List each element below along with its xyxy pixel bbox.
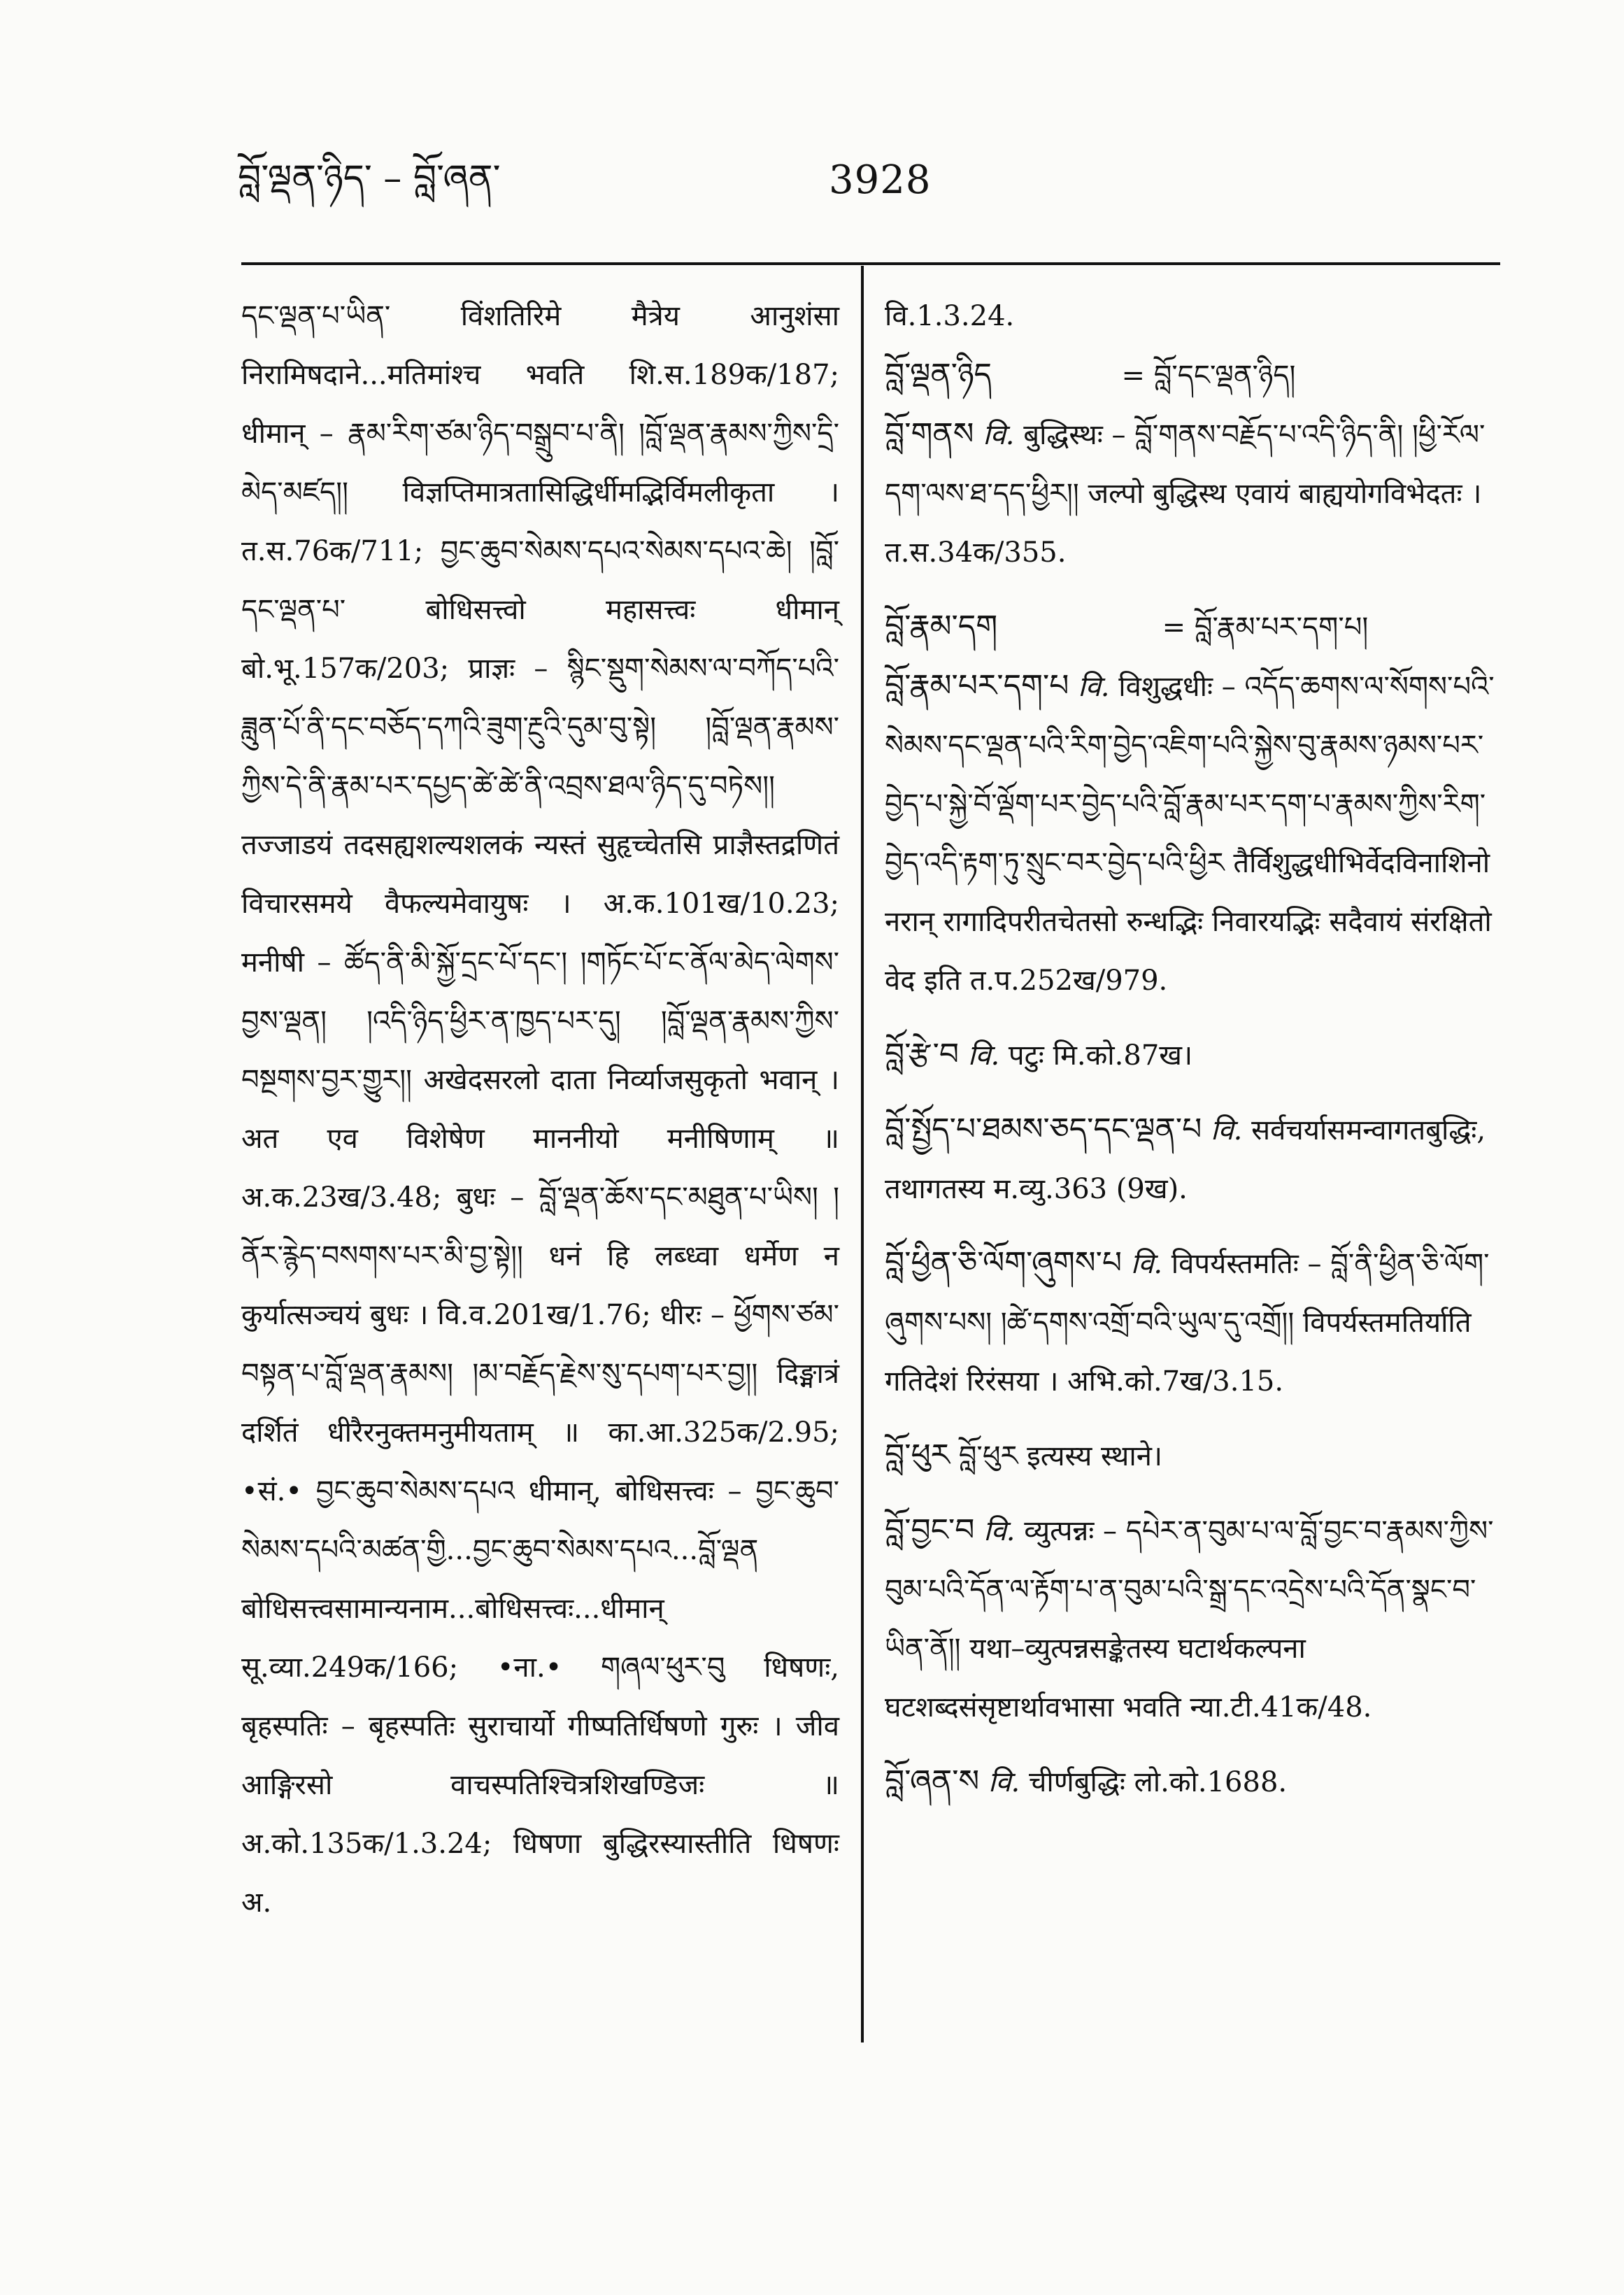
entry-text: विपर्यस्तमतिः – བློ་ནི་ཕྱིན་ཅི་ལོག་ཞུགས་པས། །ཚེ་དགས་འགྲོ་བའི་ཡུལ་དུ་འགྲོ།། विपर्यस्तमतिर्याति गतिदेशं रिरंसया । अभि.को.7ख/3.15. [885, 1248, 1490, 1398]
entry-headword: བློ་ཞན་ས [885, 1763, 980, 1799]
entry-text: = བློ་དང་ལྡན་ཉིད། [1121, 360, 1296, 392]
entry-headword: བློ་གནས [885, 416, 974, 452]
entry-pos-tag: वि. [967, 1039, 1000, 1072]
entry-headword: བློ་རྣམ་དག [885, 609, 998, 644]
dictionary-entry [885, 405, 1500, 582]
dictionary-entry [885, 657, 1500, 1010]
entry-headword: བློ་བྱང་བ [885, 1512, 975, 1548]
entry-text: बुद्धिस्थः – བློ་གནས་བརྗོད་པ་འདི་ཉིད་ནི། །ཕྱི་རོལ་དག་ལས་ཐ་དད་ཕྱིར།། जल्पो बुद्धिस्थ एवायं बाह्ययोगविभेदतः । त.स.34क/355. [885, 419, 1486, 569]
left-column [241, 287, 839, 1932]
entry-headword: བློ་ཕུར [885, 1437, 950, 1473]
entry-text: विशुद्धधीः – འདོད་ཆགས་ལ་སོགས་པའི་སེམས་དང་ལྡན་པའི་རིག་བྱེད་འཇིག་པའི་སྐྱེས་བུ་རྣམས་ཉམས་པར་བྱེད་པ་སྐྱེ་བོ་ལྡོག་པར་བྱེད་པའི་བློ་རྣམ་པར་དག་པ་རྣམས་ཀྱིས་རིག་བྱེད་འདི་རྟག་ཏུ་སྲུང་བར་བྱེད་པའི་ཕྱིར तैर्विशुद्धधीभिर्वेदविनाशिनो नरान् रागादिपरीतचेतसो रुन्धद्भिः निवारयद्भिः सदैवायं संरक्षितो वेद इति त.प.252ख/979. [885, 671, 1495, 997]
page-header [0, 0, 1624, 252]
entry-pos-tag: वि. [1211, 1114, 1243, 1146]
dictionary-entry [885, 287, 1500, 346]
entry-text: व्युत्पन्नः – དཔེར་ན་བུམ་པ་ལ་བློ་བྱང་བ་རྣམས་ཀྱིས་བུམ་པའི་དོན་ལ་རྟོག་པ་ན་བུམ་པའི་སྒྲ་དང་འདྲེས་པའི་དོན་སྣང་བ་ཡིན་ནོ།། यथा–व्युत्पन्नसङ्केतस्य घटार्थकल्पना घटशब्दसंसृष्टार्थावभासा भवति न्या.टी.41क/48. [885, 1515, 1494, 1724]
entry-pos-tag: वि. [983, 419, 1015, 451]
dictionary-entry [885, 1501, 1500, 1737]
running-head: བློ་ལྡན་ཉིད་ – བློ་ཞན་ [238, 157, 501, 199]
entry-headword: བློ་ལྡན་ཉིད [885, 357, 992, 392]
column-divider [861, 266, 864, 2042]
entry-text: सर्वचर्यासमन्वागतबुद्धिः, तथागतस्य म.व्यु.363 (9ख). [885, 1114, 1486, 1205]
left-column-text: དང་ལྡན་པ་ཡིན་ विंशतिरिमे मैत्रेय आनुशंसा निरामिषदाने...मतिमांश्च भवति शि.स.189क/187; धीमान् – རྣམ་རིག་ཙམ་ཉིད་བསྒྲུབ་པ་ནི། །བློ་ལྡན་རྣམས་ཀྱིས་དྲི་མེད་མཛད།། विज्ञप्तिमात्रतासिद्धिर्धीमद्भिर्विमलीकृता । त.स.76क/711; བྱང་ཆུབ་སེམས་དཔའ་སེམས་དཔའ་ཆེ། །བློ་དང་ལྡན་པ་ बोधिसत्त्वो महासत्त्वः धीमान् बो.भू.157क/203; प्राज्ञः – སྙིང་སྡུག་སེམས་ལ་བཀོད་པའི་ཟླུན་པོ་ནི་དང་བཅོད་དཀའི་ཟུག་རྔུའི་དུམ་བུ་སྟེ། །བློ་ལྡན་རྣམས་ཀྱིས་དེ་ནི་རྣམ་པར་དཔྱད་ཚེ་ཚེ་ནི་འབྲས་ཐལ་ཉིད་དུ་བཏེས།། तज्जाडयं तदसह्यशल्यशलकं न्यस्तं सुहृच्चेतसि प्राज्ञैस्तद्रणितं विचारसमये वैफल्यमेवायुषः । अ.क.101ख/10.23; मनीषी – ཚོད་ནི་མི་སྐྱོ་དྲང་པོ་དང་། །གཏོང་པོ་ང་ནོལ་མེད་ལེགས་བྱས་ལྡན། །འདི་ཉིད་ཕྱིར་ན་ཁྱད་པར་དུ། །བློ་ལྡན་རྣམས་ཀྱིས་བསྔགས་བྱར་གྱུར།། अखेदसरलो दाता निर्व्याजसुकृतो भवान् । अत एव विशेषेण माननीयो मनीषिणाम् ॥ अ.क.23ख/3.48; बुधः – བློ་ལྡན་ཆོས་དང་མཐུན་པ་ཡིས། །ནོར་རྙེད་བསགས་པར་མི་བྱ་སྟེ།། धनं हि लब्ध्वा धर्मेण न कुर्यात्सञ्चयं बुधः । वि.व.201ख/1.76; धीरः – ཕྱོགས་ཙམ་བསྟན་པ་བློ་ལྡན་རྣམས། །མ་བརྗོད་རྗེས་སུ་དཔག་པར་བྱ།། दिङ्मात्रं दर्शितं धीरैरनुक्तमनुमीयताम् ॥ का.आ.325क/2.95; •सं.• བྱང་ཆུབ་སེམས་དཔའ धीमान्, बोधिसत्त्वः – བྱང་ཆུབ་སེམས་དཔའི་མཚན་གྱི...བྱང་ཆུབ་སེམས་དཔའ...བློ་ལྡན बोधिसत्त्वसामान्यनाम...बोधिसत्त्वः...धीमान् सू.व्या.249क/166; •ना.• གཞལ་ཕུར་བུ धिषणः, बृहस्पतिः – बृहस्पतिः सुराचार्यो गीष्पतिर्धिषणो गुरुः । जीव आङ्गिरसो वाचस्पतिश्चित्रशिखण्डिजः ॥ अ.को.135क/1.3.24; धिषणा बुद्धिरस्यास्तीति धिषणः अ. [241, 300, 839, 1919]
entry-pos-tag: वि. [1078, 671, 1110, 703]
dictionary-entry [885, 1025, 1500, 1085]
entry-headword: བློ་ཕྱིན་ཅི་ལོག་ཞུགས་པ [885, 1245, 1123, 1281]
entry-headword: བློ་སྤྱོད་པ་ཐམས་ཅད་དང་ལྡན་པ [885, 1111, 1202, 1147]
entry-pos-tag: वि. [1130, 1248, 1163, 1280]
dictionary-entry [885, 346, 1500, 405]
entry-text: चीर्णबुद्धिः लो.को.1688. [1028, 1766, 1288, 1798]
right-column [885, 287, 1500, 1812]
dictionary-entry [885, 1752, 1500, 1812]
entry-text: वि.1.3.24. [885, 300, 1015, 332]
entry-pos-tag: वि. [988, 1766, 1020, 1798]
dictionary-entry [885, 1426, 1500, 1486]
entry-pos-tag: वि. [983, 1515, 1016, 1547]
entry-headword: བློ་རྩེ་བ [885, 1037, 960, 1072]
entry-text: བློ་ཕུར इत्यस्य स्थाने। [958, 1440, 1163, 1472]
entry-text: = བློ་རྣམ་པར་དག་པ། [1162, 611, 1369, 644]
entry-headword: བློ་རྣམ་པར་དག་པ [885, 668, 1069, 704]
entry-text: पटुः मि.को.87ख। [1008, 1039, 1193, 1072]
page-number: 3928 [829, 157, 932, 203]
dictionary-entry [885, 1100, 1500, 1218]
header-rule [241, 262, 1500, 265]
dictionary-entry [885, 597, 1500, 657]
dictionary-entry [885, 1234, 1500, 1411]
